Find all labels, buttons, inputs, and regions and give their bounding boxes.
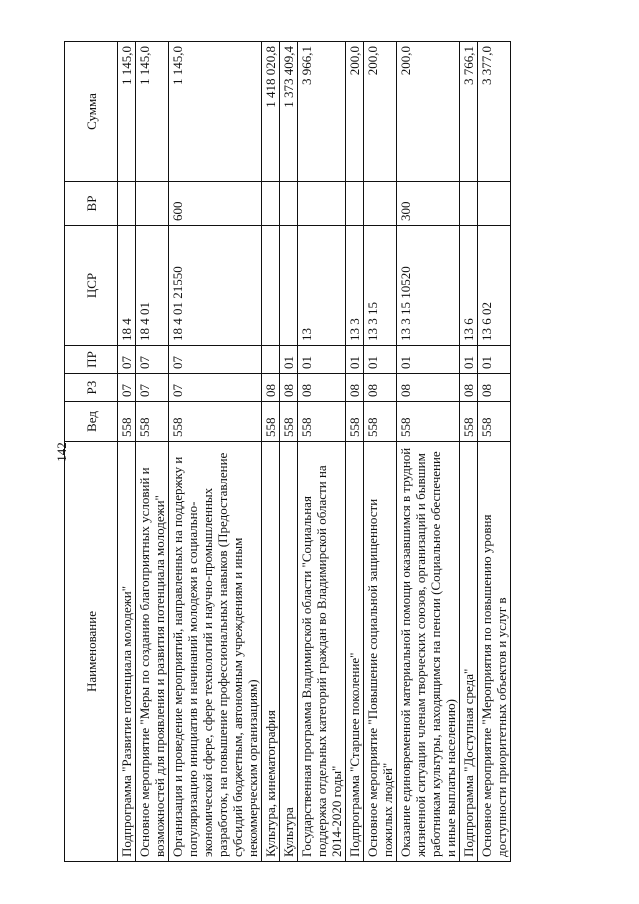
table-row (459, 42, 477, 862)
cell-name: Оказание единовременной материальной помощи оказавшимся в трудной жизненной ситуации членам творческих союзов, организаций и бывшим работникам культуры, находящимся на пенсии (Социальное обеспечение и иные выплаты населению) (396, 442, 459, 862)
cell-csr: 13 3 15 (363, 226, 396, 346)
cell-ved: 558 (261, 402, 279, 442)
table-header-row (64, 42, 117, 862)
table-row (261, 42, 279, 862)
cell-pr: 01 (297, 346, 345, 374)
cell-pr: 07 (168, 346, 261, 374)
header-vr: ВР (64, 182, 117, 226)
cell-vr (297, 182, 345, 226)
cell-rz: 08 (345, 374, 363, 402)
cell-rz: 08 (279, 374, 297, 402)
cell-csr: 13 6 (459, 226, 477, 346)
cell-name: Культура (279, 442, 297, 862)
table-row (279, 42, 297, 862)
header-sum: Сумма (64, 42, 117, 182)
cell-rz: 07 (117, 374, 135, 402)
cell-name: Организация и проведение мероприятий, направленных на поддержку и популяризацию инициатив и начинаний молодежи в социально-экономической сфере, сфере технологий и научно-промышленных разработок, на повышение профессиональных навыков (Предоставление субсидий бюджетным, автономным учреждениям и иным некоммерческим организациям) (168, 442, 261, 862)
cell-ved: 558 (297, 402, 345, 442)
cell-name: Подпрограмма "Развитие потенциала молодежи" (117, 442, 135, 862)
table-row (117, 42, 135, 862)
cell-rz: 07 (168, 374, 261, 402)
cell-pr (261, 346, 279, 374)
cell-vr: 300 (396, 182, 459, 226)
cell-sum: 200,0 (345, 42, 363, 182)
cell-sum: 200,0 (363, 42, 396, 182)
cell-ved: 558 (477, 402, 510, 442)
cell-name: Государственная программа Владимирской области "Социальная поддержка отдельных категорий граждан во Владимирской области на 2014-2020 годы" (297, 442, 345, 862)
cell-pr: 07 (117, 346, 135, 374)
cell-sum: 1 373 409,4 (279, 42, 297, 182)
cell-pr: 01 (363, 346, 396, 374)
cell-sum: 1 145,0 (168, 42, 261, 182)
cell-vr (117, 182, 135, 226)
cell-name: Подпрограмма "Старшее поколение" (345, 442, 363, 862)
page-number: 142 (54, 442, 69, 462)
cell-sum: 200,0 (396, 42, 459, 182)
cell-ved: 558 (396, 402, 459, 442)
table-row (135, 42, 168, 862)
cell-pr: 01 (459, 346, 477, 374)
cell-rz: 08 (261, 374, 279, 402)
cell-ved: 558 (459, 402, 477, 442)
cell-vr (279, 182, 297, 226)
cell-vr (261, 182, 279, 226)
table-row (477, 42, 510, 862)
cell-ved: 558 (279, 402, 297, 442)
header-ved: Вед (64, 402, 117, 442)
budget-table (64, 41, 511, 862)
cell-vr: 600 (168, 182, 261, 226)
cell-rz: 08 (477, 374, 510, 402)
cell-ved: 558 (168, 402, 261, 442)
cell-name: Основное мероприятие "Повышение социальной защищенности пожилых людей" (363, 442, 396, 862)
cell-sum: 1 145,0 (135, 42, 168, 182)
table-row (168, 42, 261, 862)
cell-rz: 08 (459, 374, 477, 402)
cell-name: Культура, кинематография (261, 442, 279, 862)
cell-csr (261, 226, 279, 346)
header-name: Наименование (64, 442, 117, 862)
table-row (396, 42, 459, 862)
cell-vr (345, 182, 363, 226)
cell-vr (363, 182, 396, 226)
header-csr: ЦСР (64, 226, 117, 346)
cell-pr: 01 (345, 346, 363, 374)
cell-sum: 1 145,0 (117, 42, 135, 182)
cell-sum: 3 377,0 (477, 42, 510, 182)
cell-csr: 18 4 (117, 226, 135, 346)
cell-csr: 13 3 15 10520 (396, 226, 459, 346)
header-rz: РЗ (64, 374, 117, 402)
cell-name: Подпрограмма "Доступная среда" (459, 442, 477, 862)
cell-vr (459, 182, 477, 226)
cell-csr: 13 3 (345, 226, 363, 346)
cell-rz: 08 (297, 374, 345, 402)
cell-ved: 558 (135, 402, 168, 442)
cell-pr: 07 (135, 346, 168, 374)
table-row (297, 42, 345, 862)
cell-sum: 3 766,1 (459, 42, 477, 182)
cell-ved: 558 (345, 402, 363, 442)
cell-csr (279, 226, 297, 346)
cell-rz: 08 (363, 374, 396, 402)
table-row (345, 42, 363, 862)
cell-rz: 07 (135, 374, 168, 402)
cell-pr: 01 (477, 346, 510, 374)
cell-csr: 13 6 02 (477, 226, 510, 346)
cell-pr: 01 (396, 346, 459, 374)
cell-ved: 558 (363, 402, 396, 442)
cell-pr: 01 (279, 346, 297, 374)
header-pr: ПР (64, 346, 117, 374)
cell-vr (477, 182, 510, 226)
cell-rz: 08 (396, 374, 459, 402)
table-body (117, 42, 510, 862)
cell-sum: 1 418 020,8 (261, 42, 279, 182)
cell-csr: 13 (297, 226, 345, 346)
rotated-page (64, 42, 576, 862)
cell-name: Основное мероприятие "Мероприятия по повышению уровня доступности приоритетных объектов и услуг в (477, 442, 510, 862)
cell-sum: 3 966,1 (297, 42, 345, 182)
cell-ved: 558 (117, 402, 135, 442)
cell-csr: 18 4 01 21550 (168, 226, 261, 346)
cell-name: Основное мероприятие "Меры по созданию благоприятных условий и возможностей для проявления и развития потенциала молодежи" (135, 442, 168, 862)
cell-csr: 18 4 01 (135, 226, 168, 346)
table-row (363, 42, 396, 862)
cell-vr (135, 182, 168, 226)
